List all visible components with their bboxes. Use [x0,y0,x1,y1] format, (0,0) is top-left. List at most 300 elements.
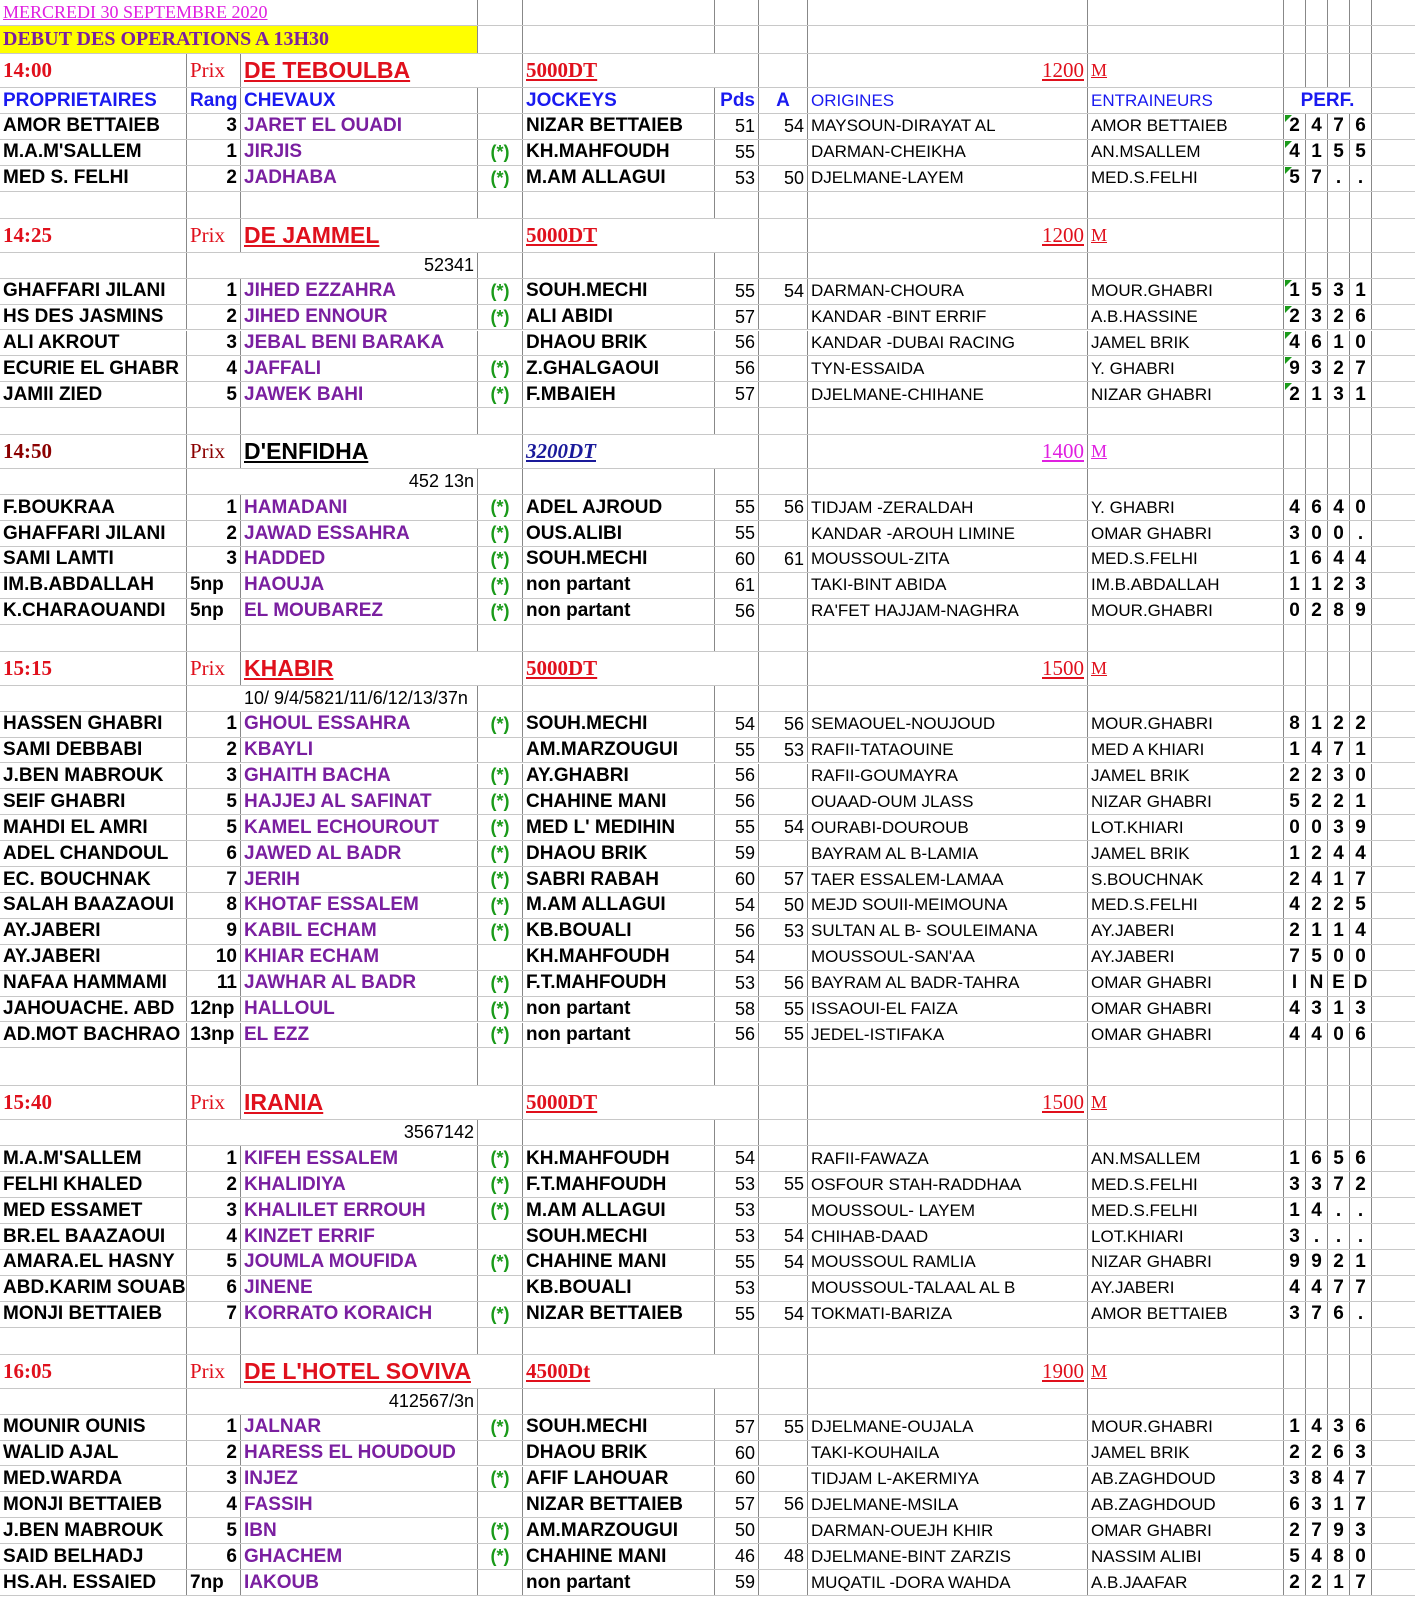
trainer-name: S.BOUCHNAK [1088,867,1284,892]
race-purse: 5000DT [523,219,759,252]
runner-rang: 5 [187,789,241,814]
origin-text: JEDEL-ISTIFAKA [808,1023,1088,1048]
origin-text: DARMAN-OUEJH KHIR [808,1518,1088,1543]
owner-name: MED.WARDA [0,1467,187,1492]
perf-value: 6 [1350,305,1372,330]
perf-value: 0 [1306,815,1328,840]
trainer-name: AB.ZAGHDOUD [1088,1492,1284,1517]
runner-row [0,1224,1415,1250]
perf-value: I [1284,971,1306,996]
runner-row [0,867,1415,893]
empty-cell [1088,1120,1284,1145]
runner-row [0,971,1415,997]
horse-name: KORRATO KORAICH [241,1302,478,1327]
perf-value: 7 [1328,1276,1350,1301]
perf-value: 3 [1306,997,1328,1022]
supplement-mark: (*) [478,547,523,572]
empty-cell [187,408,241,434]
empty-cell [759,1328,808,1354]
empty-cell [1328,1086,1350,1119]
perf-value: 5 [1306,945,1328,970]
weight-value: 54 [715,893,759,918]
perf-value: D [1350,971,1372,996]
weight-value: 57 [715,1415,759,1440]
perf-value: 2 [1328,789,1350,814]
perf-value: 7 [1350,1467,1372,1492]
prix-label: Prix [187,1355,241,1388]
empty-cell [1306,253,1328,278]
origin-text: KANDAR -BINT ERRIF [808,305,1088,330]
horse-name: EL EZZ [241,1023,478,1048]
perf-value: 6 [1306,495,1328,520]
horse-name: JOUMLA MOUFIDA [241,1250,478,1275]
trainer-name: AN.MSALLEM [1088,140,1284,165]
owner-name: JAMII ZIED [0,382,187,407]
perf-value: 5 [1328,140,1350,165]
perf-value: 2 [1284,382,1306,407]
empty-cell [1350,54,1372,87]
weight-value: 53 [715,1224,759,1249]
origin-text: OUAAD-OUM JLASS [808,789,1088,814]
perf-value: 1 [1284,573,1306,598]
supplement-mark: (*) [478,712,523,737]
header-origines: ORIGINES [808,88,1088,113]
jockey-name: KH.MAHFOUDH [523,1146,715,1171]
horse-name: GHACHEM [241,1544,478,1569]
weight-value: 60 [715,1467,759,1492]
owner-name: ADEL CHANDOUL [0,841,187,866]
trainer-name: NIZAR GHABRI [1088,789,1284,814]
perf-value: 4 [1350,547,1372,572]
runner-rang: 1 [187,1146,241,1171]
empty-cell [1328,435,1350,468]
debut-banner: DEBUT DES OPERATIONS A 13H30 [0,26,478,53]
empty-cell [808,1328,1088,1354]
owner-name: IM.B.ABDALLAH [0,573,187,598]
origin-text: SULTAN AL B- SOULEIMANA [808,919,1088,944]
origin-text: TYN-ESSAIDA [808,356,1088,381]
runner-row [0,945,1415,971]
perf-value: 1 [1284,279,1306,304]
perf-value: 5 [1350,893,1372,918]
owner-name: MONJI BETTAIEB [0,1302,187,1327]
owner-name: AMOR BETTAIEB [0,114,187,139]
perf-value: 2 [1284,867,1306,892]
runner-rang: 4 [187,1224,241,1249]
allowance-value: 57 [759,867,808,892]
jockey-name: KB.BOUALI [523,1276,715,1301]
empty-cell [1306,54,1328,87]
perf-value: 2 [1328,893,1350,918]
empty-cell [1350,1048,1372,1085]
trainer-name: Y. GHABRI [1088,356,1284,381]
runner-rang: 3 [187,1467,241,1492]
horse-name: JIHED EZZAHRA [241,279,478,304]
owner-name: K.CHARAOUANDI [0,599,187,624]
runner-rang: 7np [187,1570,241,1595]
jockey-name: non partant [523,1570,715,1595]
empty-cell [759,435,808,468]
trainer-name: AN.MSALLEM [1088,1146,1284,1171]
horse-name: GHOUL ESSAHRA [241,712,478,737]
race-purse: 3200DT [523,435,759,468]
spacer-row [0,192,1415,219]
origin-text: TAKI-KOUHAILA [808,1441,1088,1466]
perf-value: 3 [1306,356,1328,381]
empty-cell [1284,1086,1306,1119]
weight-value: 55 [715,495,759,520]
perf-value: 3 [1306,1172,1328,1197]
perf-value: 6 [1350,1415,1372,1440]
trainer-name: MED A KHIARI [1088,738,1284,763]
empty-cell [759,0,808,25]
owner-name: SAMI DEBBABI [0,738,187,763]
empty-cell [478,0,523,25]
prix-label: Prix [187,219,241,252]
perf-value: 2 [1284,305,1306,330]
allowance-value: 48 [759,1544,808,1569]
header-chevaux: CHEVAUX [241,88,478,113]
trainer-name: OMAR GHABRI [1088,521,1284,546]
weight-value: 55 [715,1250,759,1275]
perf-value: 2 [1328,1250,1350,1275]
supplement-mark: (*) [478,841,523,866]
supplement-mark: (*) [478,495,523,520]
race-name: KHABIR [241,652,523,685]
trainer-name: MED.S.FELHI [1088,1172,1284,1197]
weight-value: 46 [715,1544,759,1569]
empty-cell [1284,219,1306,252]
empty-cell [1350,1328,1372,1354]
trainer-name: MED.S.FELHI [1088,893,1284,918]
empty-cell [1088,625,1284,651]
perf-value: 3 [1350,573,1372,598]
empty-cell [759,253,808,278]
perf-value: 2 [1350,1172,1372,1197]
supplement-mark: (*) [478,166,523,191]
perf-value: 1 [1306,712,1328,737]
empty-cell [0,1328,187,1354]
trainer-name: NIZAR GHABRI [1088,1250,1284,1275]
weight-value: 55 [715,1302,759,1327]
weight-value: 56 [715,331,759,356]
horse-name: JEBAL BENI BARAKA [241,331,478,356]
jockey-name: non partant [523,1023,715,1048]
jockey-name: OUS.ALIBI [523,521,715,546]
jockey-name: M.AM ALLAGUI [523,1198,715,1223]
weight-value: 60 [715,547,759,572]
runner-row [0,521,1415,547]
runner-rang: 1 [187,495,241,520]
owner-name: AY.JABERI [0,945,187,970]
perf-value: 1 [1306,919,1328,944]
allowance-value: 54 [759,1224,808,1249]
allowance-value: 56 [759,1492,808,1517]
runner-row [0,1570,1415,1596]
trainer-name: MOUR.GHABRI [1088,712,1284,737]
race-distance: 1200 [808,219,1088,252]
empty-cell [523,253,715,278]
perf-value: 7 [1306,1518,1328,1543]
owner-name: SEIF GHABRI [0,789,187,814]
empty-cell [759,1389,808,1414]
weight-value: 53 [715,1172,759,1197]
weight-value: 57 [715,1492,759,1517]
runner-row [0,1492,1415,1518]
empty-cell [1328,469,1350,494]
perf-value: 0 [1350,495,1372,520]
empty-cell [1306,192,1328,218]
jockey-name: SOUH.MECHI [523,279,715,304]
runner-row [0,1415,1415,1441]
weight-value: 50 [715,1518,759,1543]
header-entraineurs: ENTRAINEURS [1088,88,1284,113]
runner-row [0,997,1415,1023]
perf-value: 4 [1284,1276,1306,1301]
empty-cell [241,1048,478,1085]
empty-cell [1088,192,1284,218]
perf-value: 2 [1350,712,1372,737]
trainer-name: NASSIM ALIBI [1088,1544,1284,1569]
race-time: 15:40 [0,1086,187,1119]
weight-value: 60 [715,1441,759,1466]
perf-value: 8 [1284,712,1306,737]
race-combo: 3567142 [187,1120,478,1145]
empty-cell [1284,686,1306,711]
perf-value: . [1350,1302,1372,1327]
runner-row [0,789,1415,815]
empty-cell [759,54,808,87]
race-title-row [0,1355,1415,1389]
empty-cell [1088,686,1284,711]
empty-cell [1328,1120,1350,1145]
perf-value: 1 [1328,1492,1350,1517]
allowance-value [759,1276,808,1301]
runner-row [0,1250,1415,1276]
empty-cell [715,686,759,711]
weight-value: 51 [715,114,759,139]
origin-text: KANDAR -AROUH LIMINE [808,521,1088,546]
jockey-name: SABRI RABAH [523,867,715,892]
empty-cell [0,625,187,651]
perf-value: 2 [1284,764,1306,789]
race-combo: 412567/3n [187,1389,478,1414]
supplement-mark [478,1492,523,1517]
perf-value: 2 [1306,841,1328,866]
origin-text: MUQATIL -DORA WAHDA [808,1570,1088,1595]
empty-cell [759,1120,808,1145]
weight-value: 55 [715,815,759,840]
supplement-mark: (*) [478,382,523,407]
origin-text: MAYSOUN-DIRAYAT AL [808,114,1088,139]
combo-row [0,686,1415,712]
allowance-value: 50 [759,893,808,918]
jockey-name: SOUH.MECHI [523,712,715,737]
horse-name: IBN [241,1518,478,1543]
runner-rang: 13np [187,1023,241,1048]
jockey-name: SOUH.MECHI [523,1224,715,1249]
empty-cell [1088,1389,1284,1414]
empty-cell [241,1328,478,1354]
race-title-row [0,54,1415,88]
empty-cell [478,1389,523,1414]
runner-row [0,331,1415,357]
empty-cell [808,0,1088,25]
runner-rang: 2 [187,305,241,330]
empty-cell [523,408,715,434]
allowance-value [759,1518,808,1543]
supplement-mark: (*) [478,971,523,996]
debut-row [0,26,1415,54]
perf-value: . [1328,1198,1350,1223]
supplement-mark: (*) [478,140,523,165]
weight-value: 56 [715,764,759,789]
empty-cell [478,192,523,218]
allowance-value: 54 [759,1302,808,1327]
horse-name: FASSIH [241,1492,478,1517]
origin-text: MEJD SOUII-MEIMOUNA [808,893,1088,918]
race-time: 16:05 [0,1355,187,1388]
origin-text: TIDJAM L-AKERMIYA [808,1467,1088,1492]
empty-cell [1284,54,1306,87]
race-purse: 5000DT [523,652,759,685]
perf-value: 9 [1284,1250,1306,1275]
empty-cell [1284,625,1306,651]
empty-cell [1328,408,1350,434]
perf-value: 5 [1306,279,1328,304]
jockey-name: ALI ABIDI [523,305,715,330]
perf-value: 9 [1306,1250,1328,1275]
origin-text: TIDJAM -ZERALDAH [808,495,1088,520]
race-distance: 1500 [808,652,1088,685]
race-purse: 5000DT [523,54,759,87]
perf-value: 2 [1328,356,1350,381]
owner-name: AD.MOT BACHRAO [0,1023,187,1048]
empty-cell [187,1048,241,1085]
perf-value: 1 [1284,841,1306,866]
weight-value: 57 [715,305,759,330]
race-distance: 1500 [808,1086,1088,1119]
race-purse: 5000DT [523,1086,759,1119]
allowance-value [759,789,808,814]
trainer-name: JAMEL BRIK [1088,764,1284,789]
empty-cell [808,1120,1088,1145]
empty-cell [241,192,478,218]
jockey-name: non partant [523,573,715,598]
empty-cell [1328,192,1350,218]
allowance-value: 56 [759,712,808,737]
origin-text: MOUSSOUL RAMLIA [808,1250,1088,1275]
perf-value: 9 [1350,815,1372,840]
empty-cell [808,26,1088,53]
runner-rang: 5 [187,382,241,407]
owner-name: F.BOUKRAA [0,495,187,520]
weight-value: 59 [715,1570,759,1595]
weight-value: 53 [715,1198,759,1223]
supplement-mark [478,738,523,763]
empty-cell [1328,1355,1350,1388]
empty-cell [1306,1048,1328,1085]
empty-cell [1350,26,1372,53]
empty-cell [0,408,187,434]
empty-cell [523,1048,715,1085]
perf-value: 4 [1350,841,1372,866]
perf-value: 7 [1350,1570,1372,1595]
origin-text: OSFOUR STAH-RADDHAA [808,1172,1088,1197]
supplement-mark: (*) [478,1544,523,1569]
horse-name: HADDED [241,547,478,572]
jockey-name: F.T.MAHFOUDH [523,971,715,996]
empty-cell [187,192,241,218]
weight-value: 54 [715,1146,759,1171]
runner-rang: 2 [187,1172,241,1197]
empty-cell [808,625,1088,651]
perf-value: 4 [1284,997,1306,1022]
spacer-row [0,1048,1415,1086]
empty-cell [715,1120,759,1145]
empty-cell [808,253,1088,278]
horse-name: JALNAR [241,1415,478,1440]
perf-value: 6 [1306,331,1328,356]
jockey-name: M.AM ALLAGUI [523,893,715,918]
horse-name: HAOUJA [241,573,478,598]
empty-cell [1350,192,1372,218]
allowance-value: 53 [759,919,808,944]
race-title-row [0,219,1415,253]
empty-cell [1350,219,1372,252]
allowance-value [759,599,808,624]
allowance-value [759,305,808,330]
origin-text: DJELMANE-MSILA [808,1492,1088,1517]
perf-value: 3 [1328,1415,1350,1440]
perf-value: 4 [1306,738,1328,763]
perf-value: . [1328,1224,1350,1249]
origin-text: DARMAN-CHEIKHA [808,140,1088,165]
runner-row [0,919,1415,945]
owner-name: GHAFFARI JILANI [0,521,187,546]
runner-row [0,1023,1415,1049]
runner-rang: 2 [187,1441,241,1466]
perf-value: 3 [1350,997,1372,1022]
trainer-name: LOT.KHIARI [1088,815,1284,840]
empty-cell [1350,1086,1372,1119]
perf-value: 0 [1350,945,1372,970]
runner-row [0,764,1415,790]
perf-value: 6 [1328,1302,1350,1327]
perf-value: . [1350,166,1372,191]
weight-value: 56 [715,789,759,814]
empty-cell [523,1328,715,1354]
owner-name: JAHOUACHE. ABD [0,997,187,1022]
runner-row [0,573,1415,599]
perf-value: 6 [1328,1441,1350,1466]
runner-row [0,495,1415,521]
header-proprietaires: PROPRIETAIRES [0,88,187,113]
perf-value: 7 [1350,1492,1372,1517]
empty-cell [478,625,523,651]
perf-value: E [1328,971,1350,996]
horse-name: JAWAD ESSAHRA [241,521,478,546]
weight-value: 55 [715,738,759,763]
perf-value: 4 [1306,1198,1328,1223]
origin-text: KANDAR -DUBAI RACING [808,331,1088,356]
date-row [0,0,1415,26]
runner-row [0,1276,1415,1302]
perf-value: 2 [1306,1441,1328,1466]
perf-value: 2 [1284,1441,1306,1466]
empty-cell [1088,1328,1284,1354]
runner-rang: 10 [187,945,241,970]
